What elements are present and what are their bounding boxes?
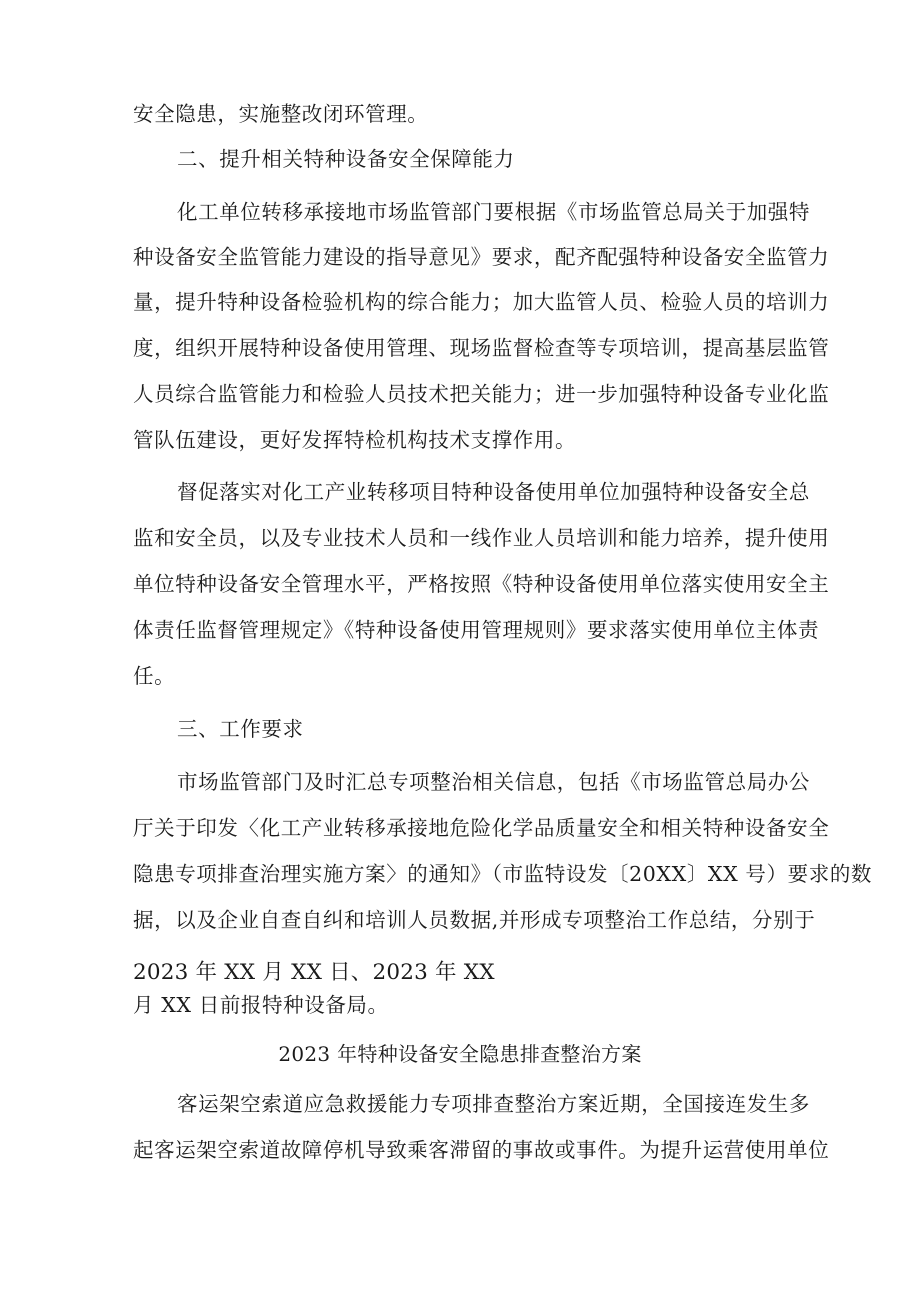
- paragraph-line: 单位特种设备安全管理水平，严格按照《特种设备使用单位落实使用安全主: [133, 572, 830, 596]
- paragraph-line: 据，以及企业自查自纠和培训人员数据,并形成专项整治工作总结，分别于: [133, 908, 816, 932]
- document-title: 2023 年特种设备安全隐患排查整治方案: [278, 1042, 642, 1066]
- paragraph-line: 监和安全员，以及专业技术人员和一线作业人员培训和能力培养，提升使用: [133, 526, 830, 550]
- paragraph-line: 量，提升特种设备检验机构的综合能力；加大监管人员、检验人员的培训力: [133, 290, 830, 314]
- paragraph-line: 隐患专项排查治理实施方案〉的通知》（市监特设发〔20XX〕XX 号）要求的数: [133, 862, 873, 886]
- section-heading: 三、工作要求: [177, 717, 304, 741]
- paragraph-line: 客运架空索道应急救援能力专项排查整治方案近期，全国接连发生多: [177, 1092, 810, 1116]
- paragraph-line: 月 XX 日前报特种设备局。: [133, 993, 389, 1017]
- section-heading: 二、提升相关特种设备安全保障能力: [177, 147, 515, 171]
- paragraph-line: 2023 年 XX 月 XX 日、2023 年 XX: [133, 960, 495, 985]
- paragraph-line: 市场监管部门及时汇总专项整治相关信息，包括《市场监管总局办公: [177, 770, 810, 794]
- paragraph-line: 厅关于印发〈化工产业转移承接地危险化学品质量安全和相关特种设备安全: [133, 816, 830, 840]
- paragraph-line: 化工单位转移承接地市场监管部门要根据《市场监管总局关于加强特: [177, 200, 810, 224]
- paragraph-line: 督促落实对化工产业转移项目特种设备使用单位加强特种设备安全总: [177, 480, 810, 504]
- paragraph-line: 体责任监督管理规定》《特种设备使用管理规则》要求落实使用单位主体责: [133, 618, 820, 642]
- paragraph-line: 种设备安全监管能力建设的指导意见》要求，配齐配强特种设备安全监管力: [133, 245, 830, 269]
- paragraph-line: 安全隐患，实施整改闭环管理。: [133, 102, 429, 126]
- paragraph-line: 人员综合监管能力和检验人员技术把关能力；进一步加强特种设备专业化监: [133, 382, 830, 406]
- paragraph-line: 管队伍建设，更好发挥特检机构技术支撑作用。: [133, 428, 577, 452]
- paragraph-line: 度，组织开展特种设备使用管理、现场监督检查等专项培训，提高基层监管: [133, 336, 830, 360]
- paragraph-line: 任。: [133, 664, 176, 688]
- paragraph-line: 起客运架空索道故障停机导致乘客滞留的事故或事件。为提升运营使用单位: [133, 1138, 830, 1162]
